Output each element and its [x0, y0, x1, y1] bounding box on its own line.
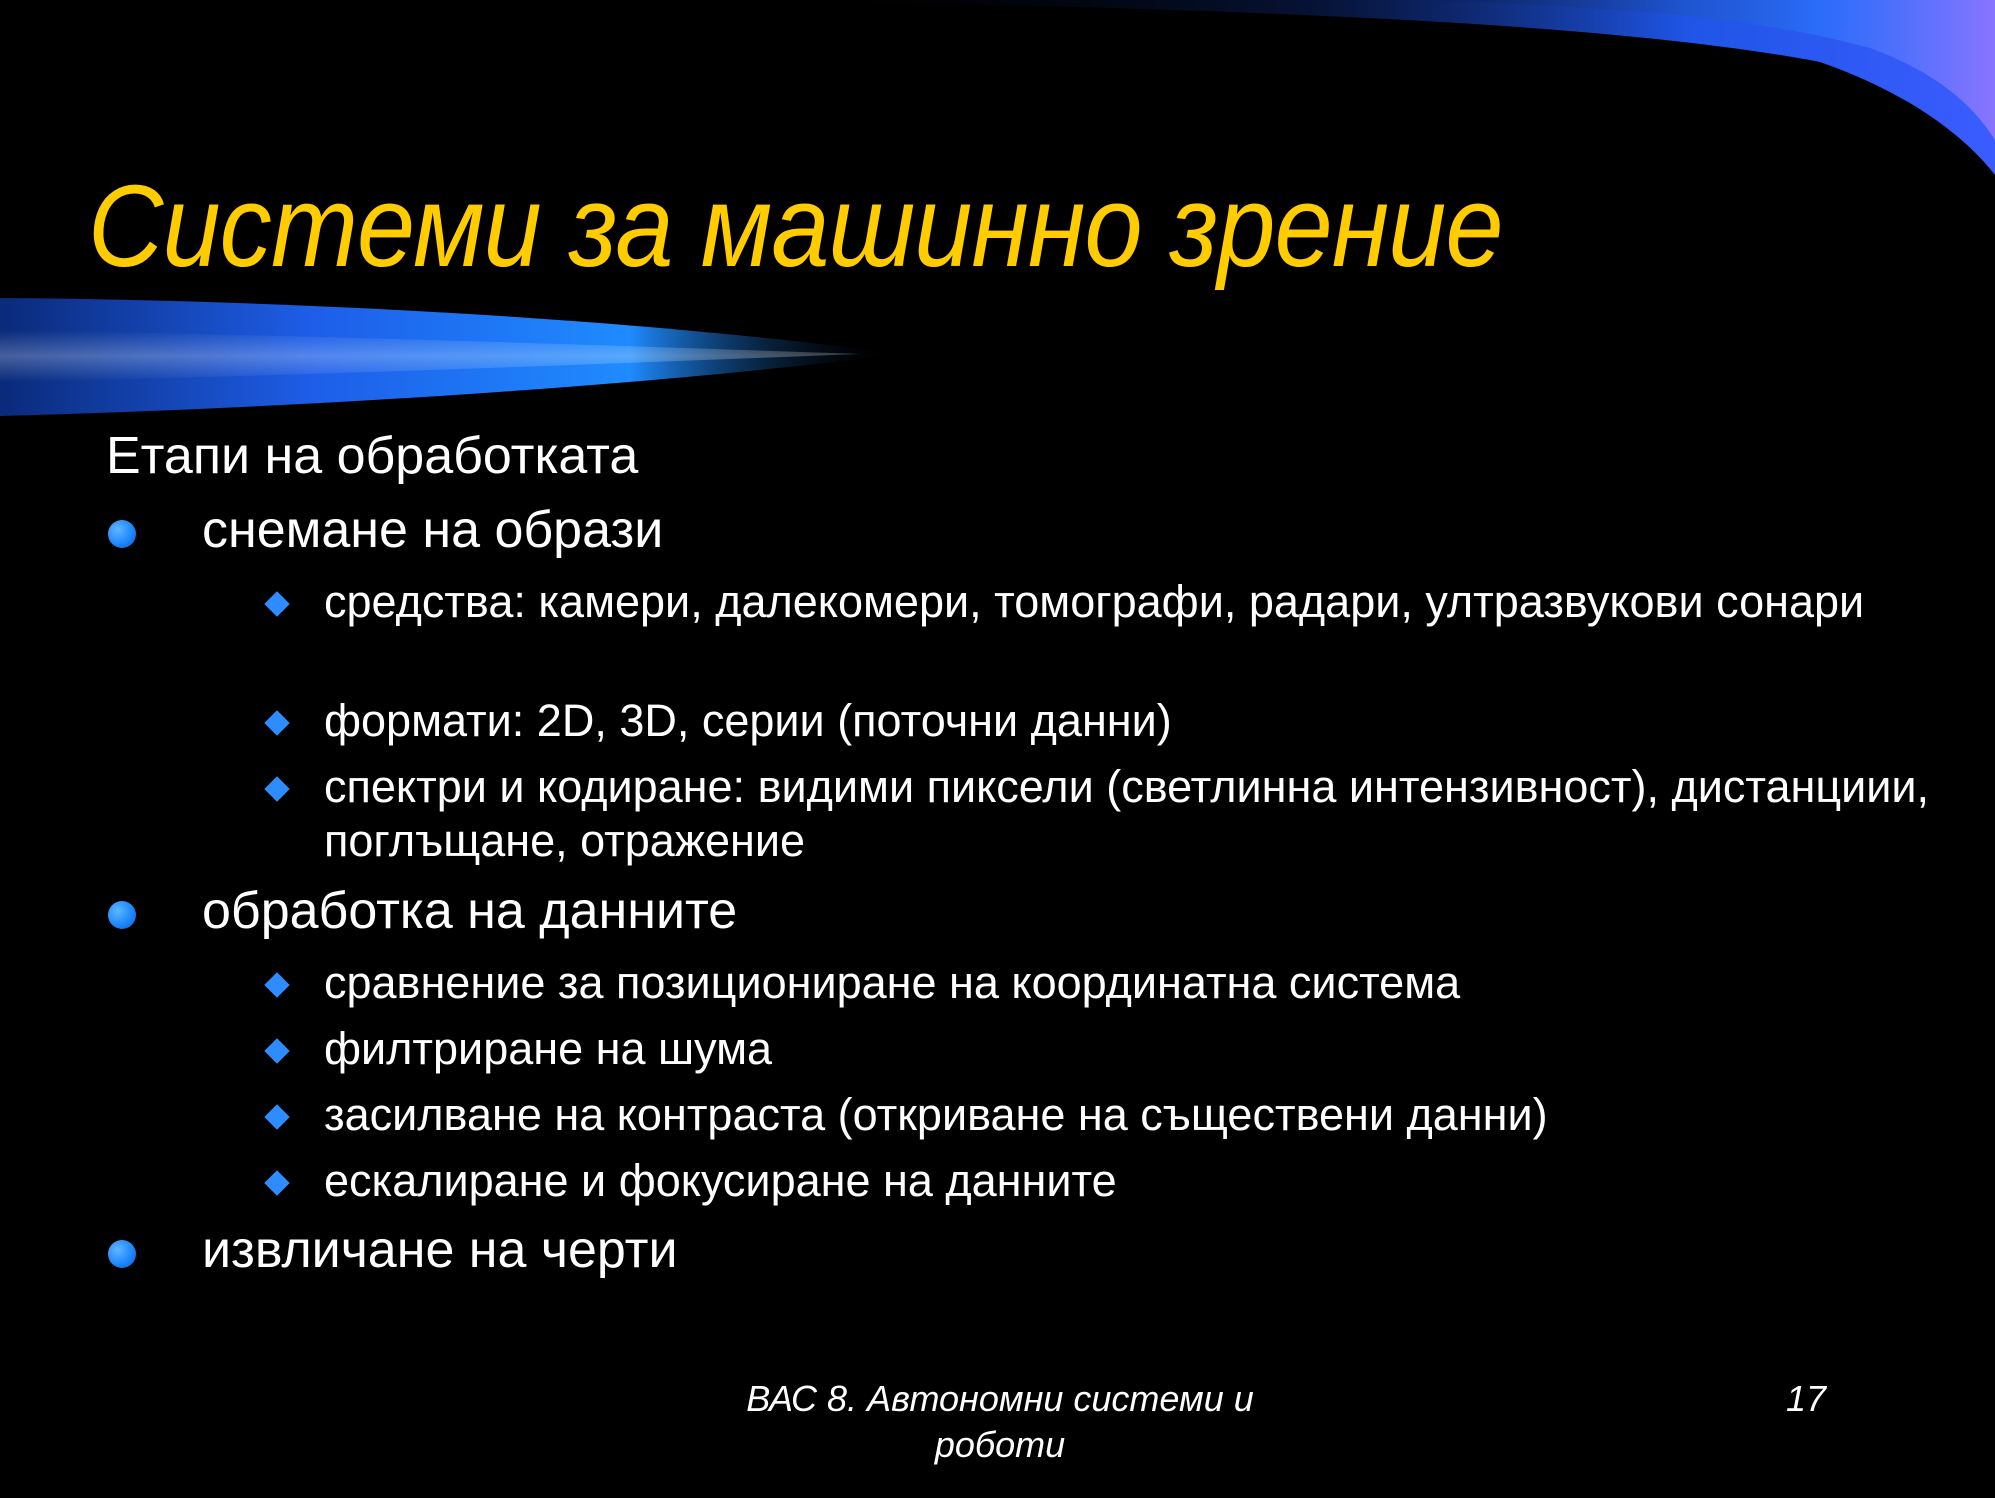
subitem-text: средства: камери, далекомери, томографи, радари, ултразвукови сонари: [324, 576, 1865, 627]
section-label: извличане на черти: [202, 1221, 678, 1279]
subitem-text: формати: 2D, 3D, серии (поточни данни): [324, 695, 1172, 746]
section-label: снемане на образи: [202, 501, 664, 559]
bullet-diamond-icon: [264, 1038, 289, 1063]
left-swoosh-decoration: [0, 290, 910, 420]
subitem-text: сравнение за позициониране на координатна система: [324, 957, 1461, 1008]
bullet-diamond-icon: [264, 710, 289, 735]
bullet-diamond-icon: [264, 972, 289, 997]
slide-footer: ВАС 8. Автономни системи и роботи: [746, 1378, 1254, 1465]
section-label: обработка на данните: [202, 882, 738, 940]
bullet-dot-icon: [108, 520, 136, 548]
subitem-text: ескалиране и фокусиране на данните: [324, 1155, 1117, 1206]
bullet-diamond-icon: [264, 591, 289, 616]
page-number: 17: [1786, 1378, 1827, 1419]
bullet-diamond-icon: [264, 776, 289, 801]
bullet-diamond-icon: [264, 1104, 289, 1129]
subitem-text: засилване на контраста (откриване на съществени данни): [324, 1089, 1548, 1140]
subitem-text: филтриране на шума: [324, 1023, 773, 1074]
bullet-dot-icon: [108, 901, 136, 929]
bullet-dot-icon: [108, 1240, 136, 1268]
bullet-diamond-icon: [264, 1170, 289, 1195]
subitem-text: спектри и кодиране: видими пиксели (светлинна интензивност), дистанциии, поглъщане, отражение: [324, 761, 1930, 866]
slide-title: Системи за машинно зрение: [88, 161, 1503, 291]
intro-heading: Етапи на обработката: [106, 427, 639, 485]
